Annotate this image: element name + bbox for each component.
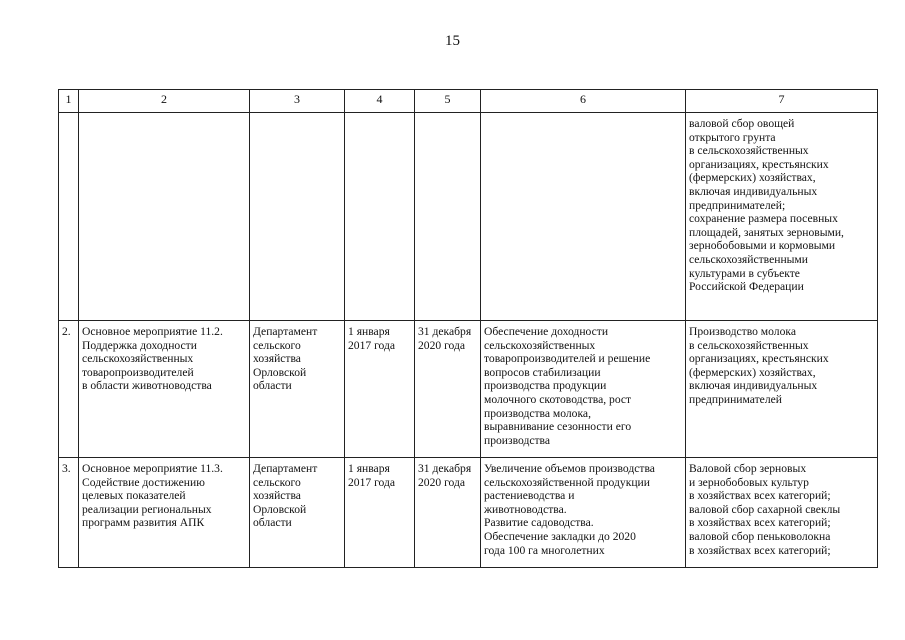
- row-number-cell: 3.: [59, 458, 79, 568]
- column-header-6: 6: [481, 90, 686, 113]
- table-row: [59, 321, 878, 458]
- start-date-cell: 1 января 2017 года: [345, 321, 415, 458]
- indicators-cell: Валовой сбор зерновых и зернобобовых культур в хозяйствах всех категорий; валовой сбор сахарной свеклы в хозяйствах всех категорий; валовой сбор пеньковолокна в хозяйствах всех категорий;: [686, 458, 878, 568]
- page-number: 15: [445, 33, 460, 49]
- indicators-cell: валовой сбор овощей открытого грунта в сельскохозяйственных организациях, крестьянских (фермерских) хозяйствах, включая индивидуальных предпринимателей; сохранение размера посевных площадей, занятых зерновыми, зернобобовыми и кормовыми сельскохозяйственными культурами в субъекте Российской Федерации: [686, 113, 878, 321]
- program-activities-table: [58, 89, 878, 568]
- column-header-2: 2: [79, 90, 250, 113]
- end-date-cell: 31 декабря 2020 года: [415, 458, 481, 568]
- event-cell: Основное мероприятие 11.2. Поддержка доходности сельскохозяйственных товаропроизводителей в области животноводства: [79, 321, 250, 458]
- row-number-cell: 2.: [59, 321, 79, 458]
- column-header-3: 3: [250, 90, 345, 113]
- table-row: [59, 458, 878, 568]
- expected-result-cell: [481, 113, 686, 321]
- end-date-cell: 31 декабря 2020 года: [415, 321, 481, 458]
- event-cell: Основное мероприятие 11.3. Содействие достижению целевых показателей реализации региональных программ развития АПК: [79, 458, 250, 568]
- row-number-cell: [59, 113, 79, 321]
- executor-cell: Департамент сельского хозяйства Орловской области: [250, 321, 345, 458]
- table-row: [59, 113, 878, 321]
- end-date-cell: [415, 113, 481, 321]
- table-header-row: [59, 90, 878, 113]
- column-header-4: 4: [345, 90, 415, 113]
- expected-result-cell: Обеспечение доходности сельскохозяйственных товаропроизводителей и решение вопросов стабилизации производства продукции молочного скотоводства, рост производства молока, выравнивание сезонности его производства: [481, 321, 686, 458]
- executor-cell: Департамент сельского хозяйства Орловской области: [250, 458, 345, 568]
- start-date-cell: [345, 113, 415, 321]
- start-date-cell: 1 января 2017 года: [345, 458, 415, 568]
- expected-result-cell: Увеличение объемов производства сельскохозяйственной продукции растениеводства и животноводства. Развитие садоводства. Обеспечение закладки до 2020 года 100 га многолетних: [481, 458, 686, 568]
- column-header-1: 1: [59, 90, 79, 113]
- event-cell: [79, 113, 250, 321]
- indicators-cell: Производство молока в сельскохозяйственных организациях, крестьянских (фермерских) хозяйствах, включая индивидуальных предпринимателей: [686, 321, 878, 458]
- column-header-7: 7: [686, 90, 878, 113]
- executor-cell: [250, 113, 345, 321]
- column-header-5: 5: [415, 90, 481, 113]
